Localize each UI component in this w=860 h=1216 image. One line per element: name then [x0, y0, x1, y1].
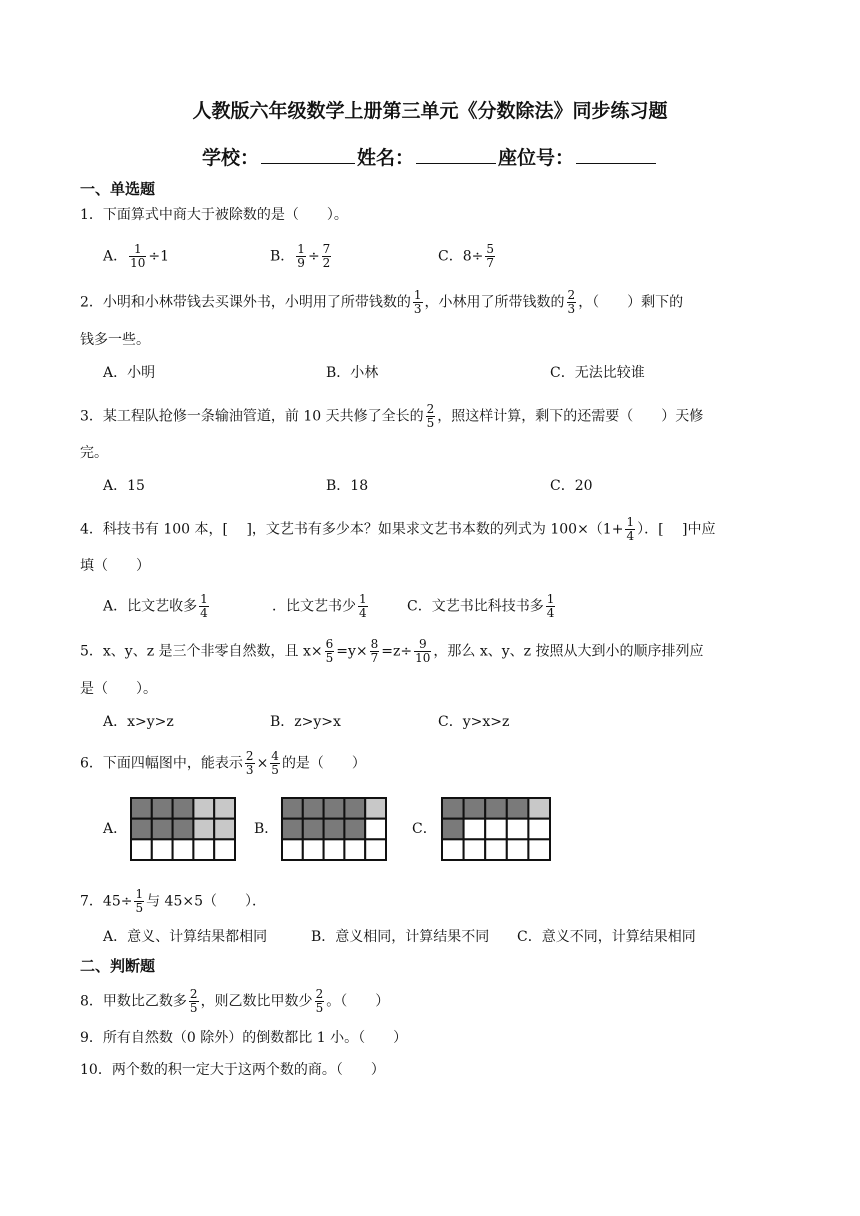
fraction: $\frac{1}{4}$ — [546, 592, 555, 620]
name-blank[interactable] — [416, 145, 496, 164]
grid-cell — [282, 839, 303, 860]
grid-cell — [173, 839, 194, 860]
grid-cell — [528, 819, 550, 840]
question-4-continued: 填（ ） — [80, 558, 150, 574]
grid-cell — [485, 798, 507, 819]
fraction: $\frac{1}{9}$ — [297, 242, 305, 270]
q4-option-c[interactable]: C．文艺书比科技书多 $\frac{1}{4}$ — [407, 592, 555, 620]
fraction: $\frac{2}{5}$ — [426, 402, 435, 430]
question-5-continued: 是（ ）。 — [80, 681, 157, 697]
grid-cell — [152, 839, 173, 860]
question-3-continued: 完。 — [80, 445, 108, 461]
grid-cell — [464, 839, 486, 860]
grid-cell — [365, 819, 386, 840]
grid-cell — [303, 819, 324, 840]
section-true-false: 二、判断题 — [80, 957, 156, 975]
fraction: $\frac{2}{5}$ — [189, 987, 198, 1015]
q1-option-a[interactable]: A． $\frac{1}{10}$ ÷1 — [103, 242, 170, 270]
q6-option-a-label[interactable]: A． — [103, 821, 128, 837]
fraction: $\frac{1}{5}$ — [135, 887, 144, 915]
fraction: $\frac{1}{4}$ — [626, 515, 635, 543]
fraction: $\frac{1}{10}$ — [130, 242, 146, 270]
fraction: $\frac{6}{5}$ — [325, 637, 334, 665]
q6-option-b-grid[interactable] — [280, 796, 388, 862]
q7-option-a[interactable]: A．意义、计算结果都相同 — [103, 929, 268, 945]
page-title: 人教版六年级数学上册第三单元《分数除法》同步练习题 — [192, 100, 668, 122]
q6-option-a-grid[interactable] — [129, 796, 237, 862]
fraction: $\frac{7}{2}$ — [322, 242, 331, 270]
grid-cell — [464, 798, 486, 819]
grid-cell — [152, 819, 173, 840]
question-5: 5．x、y、z 是三个非零自然数，且 x× $\frac{6}{5}$ =y× $\frac{8}{7}$ =z÷ $\frac{9}{10}$ ，那么 x、y、z 按照从大到小的顺序排列应 — [80, 637, 704, 665]
grid-cell — [442, 819, 464, 840]
grid-cell — [507, 798, 529, 819]
grid-cell — [365, 798, 386, 819]
grid-cell — [324, 839, 345, 860]
grid-cell — [214, 839, 235, 860]
grid-cell — [528, 798, 550, 819]
grid-cell — [214, 819, 235, 840]
grid-cell — [507, 819, 529, 840]
grid-cell — [344, 798, 365, 819]
grid-cell — [365, 839, 386, 860]
q5-option-a[interactable]: A．x>y>z — [103, 714, 174, 730]
question-3: 3．某工程队抢修一条输油管道，前 10 天共修了全长的 $\frac{2}{5}$ ，照这样计算，剩下的还需要（ ）天修 — [80, 402, 704, 430]
fraction: $\frac{2}{3}$ — [567, 288, 576, 316]
question-10: 10．两个数的积一定大于这两个数的商。（ ） — [80, 1062, 385, 1078]
q2-option-b[interactable]: B．小林 — [326, 365, 379, 381]
school-blank[interactable] — [261, 145, 355, 164]
q2-option-c[interactable]: C．无法比较谁 — [550, 365, 645, 381]
fraction: $\frac{1}{3}$ — [413, 288, 422, 316]
q6-option-b-label[interactable]: B． — [254, 821, 279, 837]
question-2: 2．小明和小林带钱去买课外书，小明用了所带钱数的 $\frac{1}{3}$ ，小林用了所带钱数的 $\frac{2}{3}$ ，（ ）剩下的 — [80, 288, 684, 316]
q1-option-b[interactable]: B． $\frac{1}{9}$ ÷ $\frac{7}{2}$ — [270, 242, 331, 270]
fraction: $\frac{2}{5}$ — [315, 987, 324, 1015]
grid-cell — [131, 819, 152, 840]
seat-label: 座位号： — [498, 147, 575, 169]
grid-cell — [214, 798, 235, 819]
grid-cell — [131, 839, 152, 860]
grid-cell — [193, 839, 214, 860]
grid-cell — [442, 839, 464, 860]
grid-cell — [282, 798, 303, 819]
grid-cell — [282, 819, 303, 840]
q7-option-c[interactable]: C．意义不同，计算结果相同 — [517, 929, 696, 945]
grid-cell — [303, 798, 324, 819]
question-7: 7．45÷ $\frac{1}{5}$ 与 45×5（ ）． — [80, 887, 266, 915]
q3-option-a[interactable]: A．15 — [103, 478, 145, 494]
q5-option-c[interactable]: C．y>x>z — [438, 714, 510, 730]
grid-cell — [173, 819, 194, 840]
q4-option-b[interactable]: ．比文艺书少 $\frac{1}{4}$ — [272, 592, 367, 620]
grid-cell — [344, 819, 365, 840]
grid-cell — [173, 798, 194, 819]
q6-option-c-grid[interactable] — [440, 796, 552, 862]
q6-option-c-label[interactable]: C． — [412, 821, 437, 837]
q5-option-b[interactable]: B．z>y>x — [270, 714, 341, 730]
grid-cell — [485, 839, 507, 860]
fraction: $\frac{5}{7}$ — [486, 242, 494, 270]
grid-cell — [303, 839, 324, 860]
grid-cell — [193, 819, 214, 840]
q1-option-c[interactable]: C．8÷ $\frac{5}{7}$ — [438, 242, 494, 270]
fraction: $\frac{1}{4}$ — [200, 592, 208, 620]
question-9: 9．所有自然数（0 除外）的倒数都比 1 小。（ ） — [80, 1030, 408, 1046]
grid-cell — [152, 798, 173, 819]
fraction: $\frac{4}{5}$ — [271, 749, 279, 777]
question-4: 4．科技书有 100 本，[ ]，文艺书有多少本？如果求文艺书本数的列式为 100×（1+ $\frac{1}{4}$ ）．[ ]中应 — [80, 515, 716, 543]
seat-blank[interactable] — [576, 145, 656, 164]
question-8: 8．甲数比乙数多 $\frac{2}{5}$ ，则乙数比甲数少 $\frac{2}{5}$ 。（ ） — [80, 987, 390, 1015]
school-label: 学校： — [201, 147, 259, 169]
grid-cell — [464, 819, 486, 840]
grid-cell — [442, 798, 464, 819]
q7-option-b[interactable]: B．意义相同，计算结果不同 — [311, 929, 490, 945]
grid-cell — [344, 839, 365, 860]
grid-cell — [131, 798, 152, 819]
grid-cell — [528, 839, 550, 860]
grid-cell — [324, 798, 345, 819]
fraction: $\frac{2}{3}$ — [245, 749, 254, 777]
question-2-continued: 钱多一些。 — [80, 332, 150, 348]
grid-cell — [485, 819, 507, 840]
q3-option-b[interactable]: B．18 — [326, 478, 369, 494]
fraction: $\frac{1}{4}$ — [359, 592, 367, 620]
fraction: $\frac{9}{10}$ — [415, 637, 431, 665]
q4-option-a[interactable]: A．比文艺收多 $\frac{1}{4}$ — [103, 592, 208, 620]
grid-cell — [193, 798, 214, 819]
q3-option-c[interactable]: C．20 — [550, 478, 593, 494]
name-label: 姓名： — [356, 147, 414, 169]
question-1: 1．下面算式中商大于被除数的是（ ）。 — [80, 207, 348, 223]
grid-cell — [324, 819, 345, 840]
student-info-line — [0, 143, 860, 170]
section-single-choice: 一、单选题 — [80, 180, 156, 198]
question-6: 6．下面四幅图中，能表示 $\frac{2}{3}$ × $\frac{4}{5}$ 的是（ ） — [80, 749, 366, 777]
fraction: $\frac{8}{7}$ — [370, 637, 379, 665]
grid-cell — [507, 839, 529, 860]
q2-option-a[interactable]: A．小明 — [103, 365, 156, 381]
